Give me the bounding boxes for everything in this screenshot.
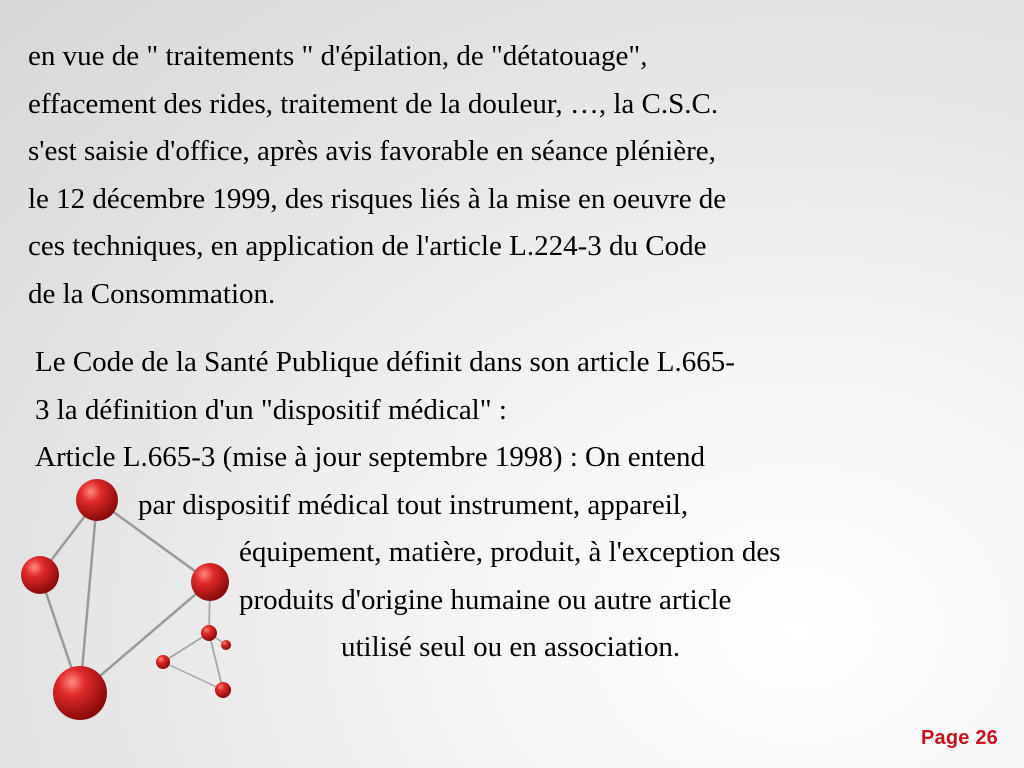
paragraph-line: de la Consommation. xyxy=(28,277,276,310)
paragraph-medical-device-definition xyxy=(35,339,1015,672)
paragraph-line: par dispositif médical tout instrument, appareil, xyxy=(138,488,689,521)
paragraph-line: en vue de " traitements " d'épilation, de "détatouage", xyxy=(28,40,648,72)
paragraph-line: s'est saisie d'office, après avis favorable en séance plénière, xyxy=(28,135,716,167)
paragraph-line: Le Code de la Santé Publique définit dans son article L.665- xyxy=(35,346,735,378)
page-number: Page 26 xyxy=(920,727,998,749)
paragraph-line: équipement, matière, produit, à l'exception des xyxy=(239,536,781,568)
paragraph-line: Article L.665-3 (mise à jour septembre 1998) : On entend xyxy=(35,441,706,473)
paragraph-line: utilisé seul ou en association. xyxy=(341,631,681,663)
paragraph-line: le 12 décembre 1999, des risques liés à la mise en oeuvre de xyxy=(28,182,727,215)
paragraph-line: ces techniques, en application de l'article L.224-3 du Code xyxy=(28,230,707,262)
paragraph-csc-referral xyxy=(28,33,1008,318)
paragraph-line: produits d'origine humaine ou autre article xyxy=(239,583,732,616)
paragraph-line: 3 la définition d'un "dispositif médical" : xyxy=(35,393,507,426)
paragraph-line: effacement des rides, traitement de la douleur, …, la C.S.C. xyxy=(28,87,719,120)
